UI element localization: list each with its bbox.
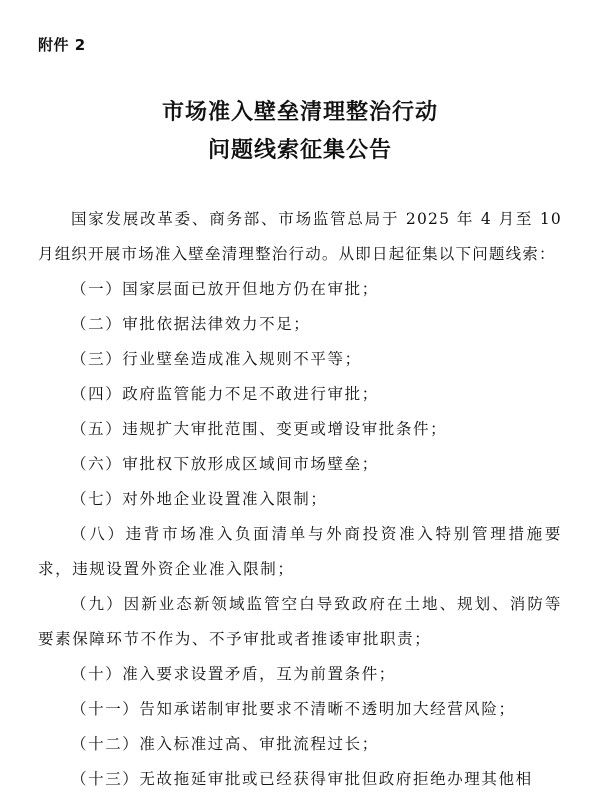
list-item: （一）国家层面已放开但地方仍在审批； [71, 280, 379, 298]
list-item: （六）审批权下放形成区域间市场壁垒； [71, 455, 379, 473]
list-item: （十二）准入标准过高、审批流程过长； [71, 735, 379, 753]
list-item: （四）政府监管能力不足不敢进行审批； [71, 385, 379, 403]
list-item: （二）审批依据法律效力不足； [71, 315, 311, 333]
title-line-1: 市场准入壁垒清理整治行动 [161, 100, 438, 125]
list-item: （八）违背市场准入负面清单与外商投资准入特别管理措施要求，违规设置外资企业准入限制； [38, 525, 562, 578]
document-title [0, 94, 600, 170]
list-item: （十三）无故拖延审批或已经获得审批但政府拒绝办理其他相 [71, 770, 533, 788]
list-item: （九）因新业态新领域监管空白导致政府在土地、规划、消防等要素保障环节不作为、不予审批或者推诿审批职责； [38, 595, 562, 648]
list-item: （三）行业壁垒造成准入规则不平等； [71, 350, 362, 368]
list-item: （十）准入要求设置矛盾，互为前置条件； [71, 665, 396, 683]
document-body [38, 202, 562, 797]
attachment-label: 附件 2 [38, 36, 86, 54]
list-item: （十一）告知承诺制审批要求不清晰不透明加大经营风险； [71, 700, 516, 718]
title-line-2: 问题线索征集公告 [207, 138, 392, 163]
list-item: （五）违规扩大审批范围、变更或增设审批条件； [71, 420, 448, 438]
intro-paragraph: 国家发展改革委、商务部、市场监管总局于 2025 年 4 月至 10 月组织开展市场准入壁垒清理整治行动。从即日起征集以下问题线索： [38, 210, 562, 263]
list-item: （七）对外地企业设置准入限制； [71, 490, 328, 508]
